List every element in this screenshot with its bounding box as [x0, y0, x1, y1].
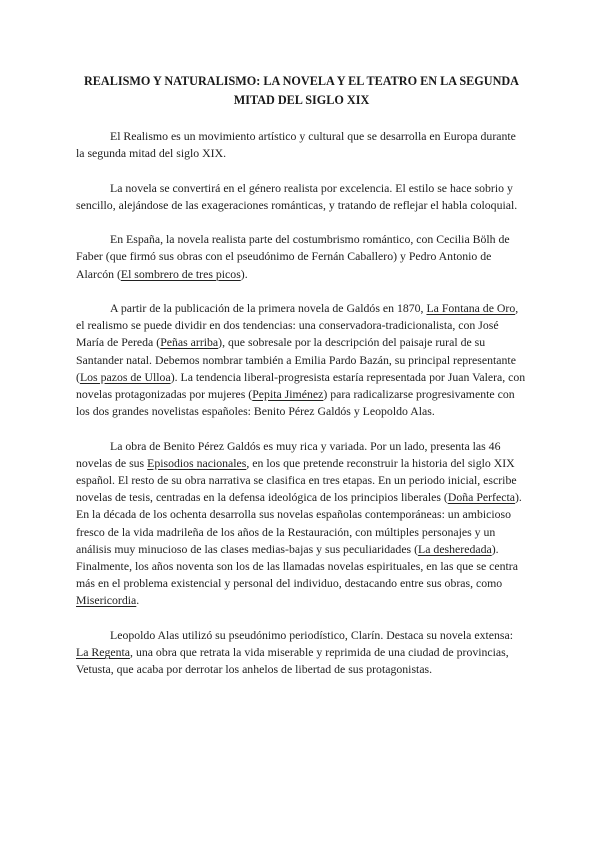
paragraph-text: ). La tendencia liberal-progresista estaría representada por Juan Valera, con novelas protagonizadas por mujeres (: [76, 369, 526, 401]
paragraph-text: La obra de Benito Pérez Galdós es muy rica y variada. Por un lado, presenta las 46 novelas de sus: [76, 438, 501, 470]
underlined-work-title: Misericordia: [76, 593, 137, 608]
paragraph-clarin: [76, 627, 527, 679]
paragraph-text: ). Finalmente, los años noventa son los de las llamadas novelas espirituales, en las que se centra más en el problema existencial y personal del individuo, destacando entre sus obras, como: [76, 541, 518, 591]
document-body: [76, 128, 527, 678]
paragraph-intro: [76, 128, 527, 162]
paragraph-text: .: [136, 593, 140, 608]
paragraph-text: , el realismo se puede dividir en dos tendencias: una conservadora-tradicionalista, con José María de Pereda (: [76, 300, 519, 350]
underlined-work-title: Pepita Jiménez: [252, 387, 324, 401]
paragraph-text: ) para radicalizarse progresivamente con los dos grandes novelistas españoles: Benito Pérez Galdós y Leopoldo Alas.: [76, 387, 515, 419]
underlined-work-title: Los pazos de Ulloa: [79, 369, 171, 384]
paragraph-text: , en los que pretende reconstruir la historia del siglo XIX español. El resto de su obra narrativa se clasifica en tres etapas. En un periodo inicial, escribe novelas de tesis, centradas en la defensa ideológica de los principios liberales (: [76, 455, 517, 505]
paragraph-text: ).: [240, 266, 248, 281]
document-title: REALISMO Y NATURALISMO: LA NOVELA Y EL TEATRO EN LA SEGUNDA MITAD DEL SIGLO XIX: [84, 74, 519, 107]
underlined-work-title: Peñas arriba: [160, 335, 219, 350]
paragraph-text: A partir de la publicación de la primera novela de Galdós en 1870,: [110, 300, 427, 315]
underlined-work-title: Episodios nacionales: [147, 455, 247, 470]
paragraph-text: La novela se convertirá en el género realista por excelencia. El estilo se hace sobrio y sencillo, alejándose de las exageraciones románticas, y tratando de reflejar el habla coloquial.: [76, 180, 518, 212]
underlined-work-title: El sombrero de tres picos: [120, 266, 241, 281]
paragraph-galdos: [76, 438, 527, 610]
paragraph-tendencias: [76, 300, 527, 420]
paragraph-text: ). En la década de los ochenta desarrolla sus novelas españolas contemporáneas: un ambicioso fresco de la vida madrileña de los años de la Restauración, con múltiples personajes y un análisis muy minucioso de las clases medias-bajas y sus peculiaridades (: [76, 490, 522, 556]
paragraph-espana: [76, 231, 527, 283]
paragraph-text: ), que sobresale por la descripción del paisaje rural de su Santander natal. Debemos nombrar también a Emilia Pardo Bazán, su principal representante (: [76, 335, 516, 384]
underlined-work-title: Doña Perfecta: [447, 490, 515, 505]
paragraph-text: , una obra que retrata la vida miserable y reprimida de una ciudad de provincias, Vetusta, que acaba por derrotar los anhelos de libertad de sus protagonistas.: [76, 645, 509, 677]
paragraph-text: Leopoldo Alas utilizó su pseudónimo periodístico, Clarín. Destaca su novela extensa:: [110, 627, 513, 642]
paragraph-text: En España, la novela realista parte del costumbrismo romántico, con Cecilia Bölh de Faber (que firmó sus obras con el pseudónimo de Fernán Caballero) y Pedro Antonio de Alarcón (: [76, 232, 510, 281]
underlined-work-title: La Regenta: [76, 645, 131, 660]
underlined-work-title: La Fontana de Oro: [426, 300, 516, 315]
paragraph-text: El Realismo es un movimiento artístico y cultural que se desarrolla en Europa durante la segunda mitad del siglo XIX.: [76, 129, 516, 161]
paragraph-novela: [76, 180, 527, 214]
underlined-work-title: La desheredada: [418, 541, 492, 556]
